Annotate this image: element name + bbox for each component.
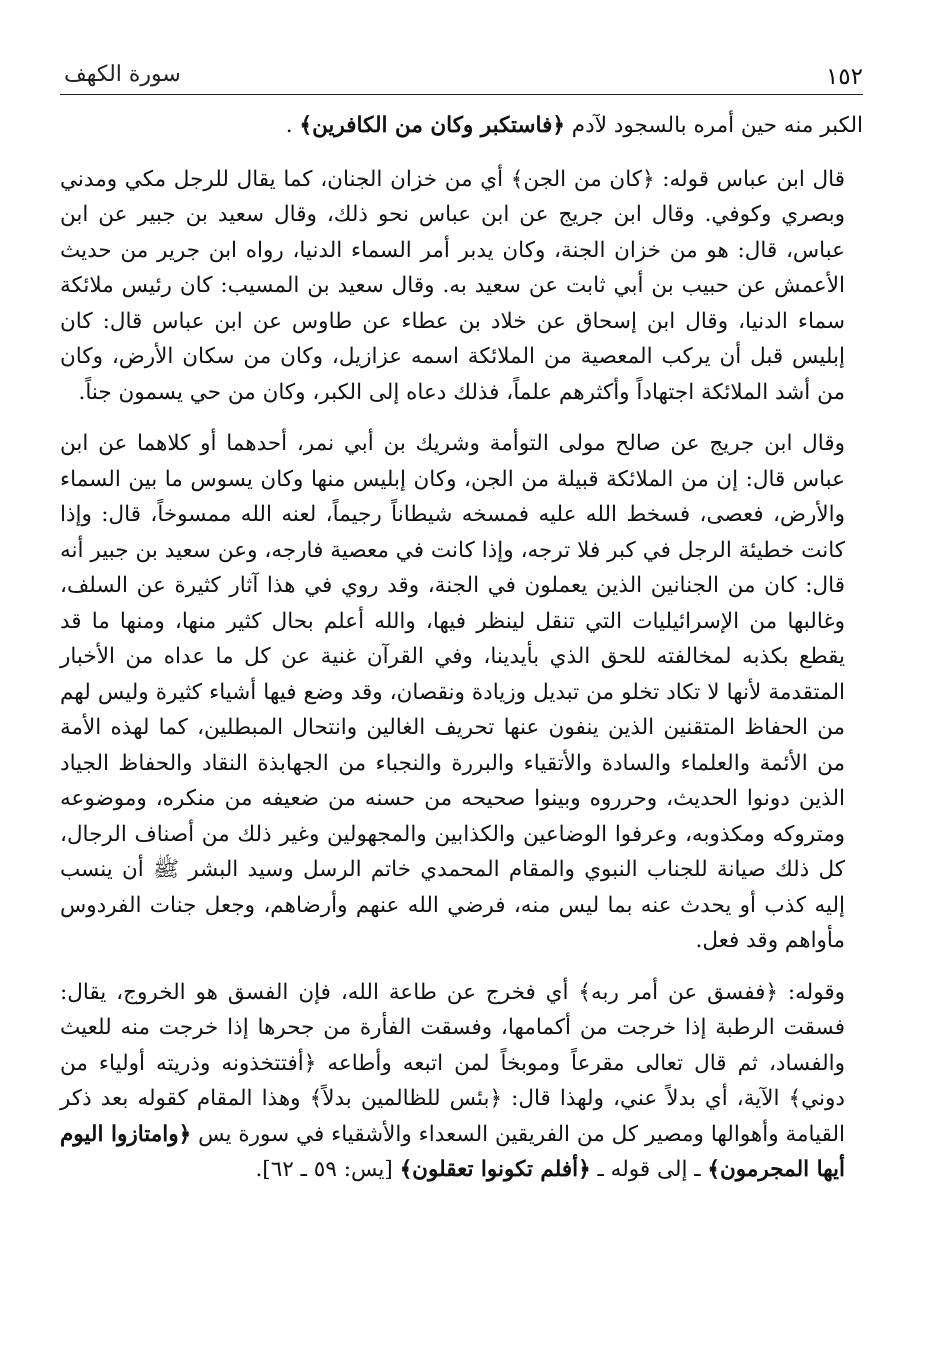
- paragraph-4-connector: ـ إلى قوله ـ: [590, 1157, 708, 1182]
- paragraph-3: وقال ابن جريج عن صالح مولى التوأمة وشريك بن أبي نمر، أحدهما أو كلاهما عن ابن عباس قال: إن من الملائكة قبيلة من الجن، وكان إبليس منها وكان يسوس ما بين السماء والأرض، فعصى، فسخط الله عليه فمسخه شيطاناً رجيماً، لعنه الله ممسوخاً، قال: وإذا كانت خطيئة الرجل في كبر فلا ترجه، وإذا كانت في معصية فارجه، وعن سعيد بن جبير أنه قال: كان من الجنانين الذين يعملون في الجنة، وقد روي في هذا آثار كثيرة عن السلف، وغالبها من الإسرائيليات التي تنقل لينظر فيها، والله أعلم بحال كثير منها، ومنها ما قد يقطع بكذبه لمخالفته للحق الذي بأيدينا، وفي القرآن غنية عن كل ما عداه من الأخبار المتقدمة لأنها لا تكاد تخلو من تبديل وزيادة ونقصان، وقد وضع فيها أشياء كثيرة وليس لهم من الحفاظ المتقنين الذين ينفون عنها تحريف الغالين وانتحال المبطلين، كما لهذه الأمة من الأئمة والعلماء والسادة والأتقياء والبررة والنجباء من الجهابذة النقاد والحفاظ الجياد الذين دونوا الحديث، وحرروه وبينوا صحيحه من حسنه من ضعيفه من منكره، وموضوعه ومتروكه ومكذوبه، وعرفوا الوضاعين والكذابين والمجهولين وغير ذلك من أصناف الرجال، كل ذلك صيانة للجناب النبوي والمقام المحمدي خاتم الرسل وسيد البشر ﷺ أن ينسب إليه كذب أو يحدث عنه بما ليس منه، فرضي الله عنهم وأرضاهم، وجعل جنات الفردوس مأواهم وقد فعل.: [60, 431, 845, 953]
- paragraph-4-reference: [يس: ٥٩ ـ ٦٢].: [255, 1157, 400, 1182]
- paragraph-1-verse: ﴿فاستكبر وكان من الكافرين﴾: [299, 113, 565, 138]
- surah-title: سورة الكهف: [64, 62, 181, 87]
- paragraph-2: قال ابن عباس قوله: ﴿كان من الجن﴾ أي من خزان الجنان، كما يقال للرجل مكي ومدني وبصري وكوفي. وقال ابن جريج عن ابن عباس نحو ذلك، وقال سعيد بن جبير عن ابن عباس، قال: هو من خزان الجنة، وكان يدبر أمر السماء الدنيا، رواه ابن جرير من حديث الأعمش عن حبيب بن أبي ثابت عن سعيد به. وقال سعيد بن المسيب: كان رئيس ملائكة سماء الدنيا، وقال ابن إسحاق عن خلاد بن عطاء عن طاوس عن ابن عباس قال: كان إبليس قبل أن يركب المعصية من الملائكة اسمه عزازيل، وكان من سكان الأرض، وكان من أشد الملائكة اجتهاداً وأكثرهم علماً، فذلك دعاه إلى الكبر، وكان من حي يسمون جناً.: [60, 166, 845, 405]
- page-header: [60, 60, 863, 95]
- paragraph-4-text: وقوله: ﴿ففسق عن أمر ربه﴾ أي فخرج عن طاعة الله، فإن الفسق هو الخروج، يقال: فسقت الرطبة إذا خرجت من أكمامها، وفسقت الفأرة من جحرها إذا خرجت منه للعيث والفساد، ثم قال تعالى مقرعاً وموبخاً لمن اتبعه وأطاعه ﴿أفتتخذونه وذريته أولياء من دوني﴾ الآية، أي بدلاً عني، ولهذا قال: ﴿بئس للظالمين بدلاً﴾ وهذا المقام كقوله بعد ذكر القيامة وأهوالها ومصير كل من الفريقين السعداء والأشقياء في سورة يس: [60, 979, 845, 1147]
- paragraph-1-text: الكبر منه حين أمره بالسجود لآدم: [564, 113, 863, 138]
- page-number: ١٥٢: [825, 64, 863, 90]
- paragraph-4: [60, 975, 863, 1188]
- page-body: [60, 108, 863, 1204]
- paragraph-4-verse-2: ﴿أفلم تكونوا تعقلون﴾: [399, 1157, 591, 1182]
- paragraph-4-verse-1: ﴿وامتازوا اليوم أيها المجرمون﴾: [60, 1121, 845, 1182]
- paragraph-1: [60, 108, 863, 144]
- paragraph-1-end: .: [285, 113, 300, 138]
